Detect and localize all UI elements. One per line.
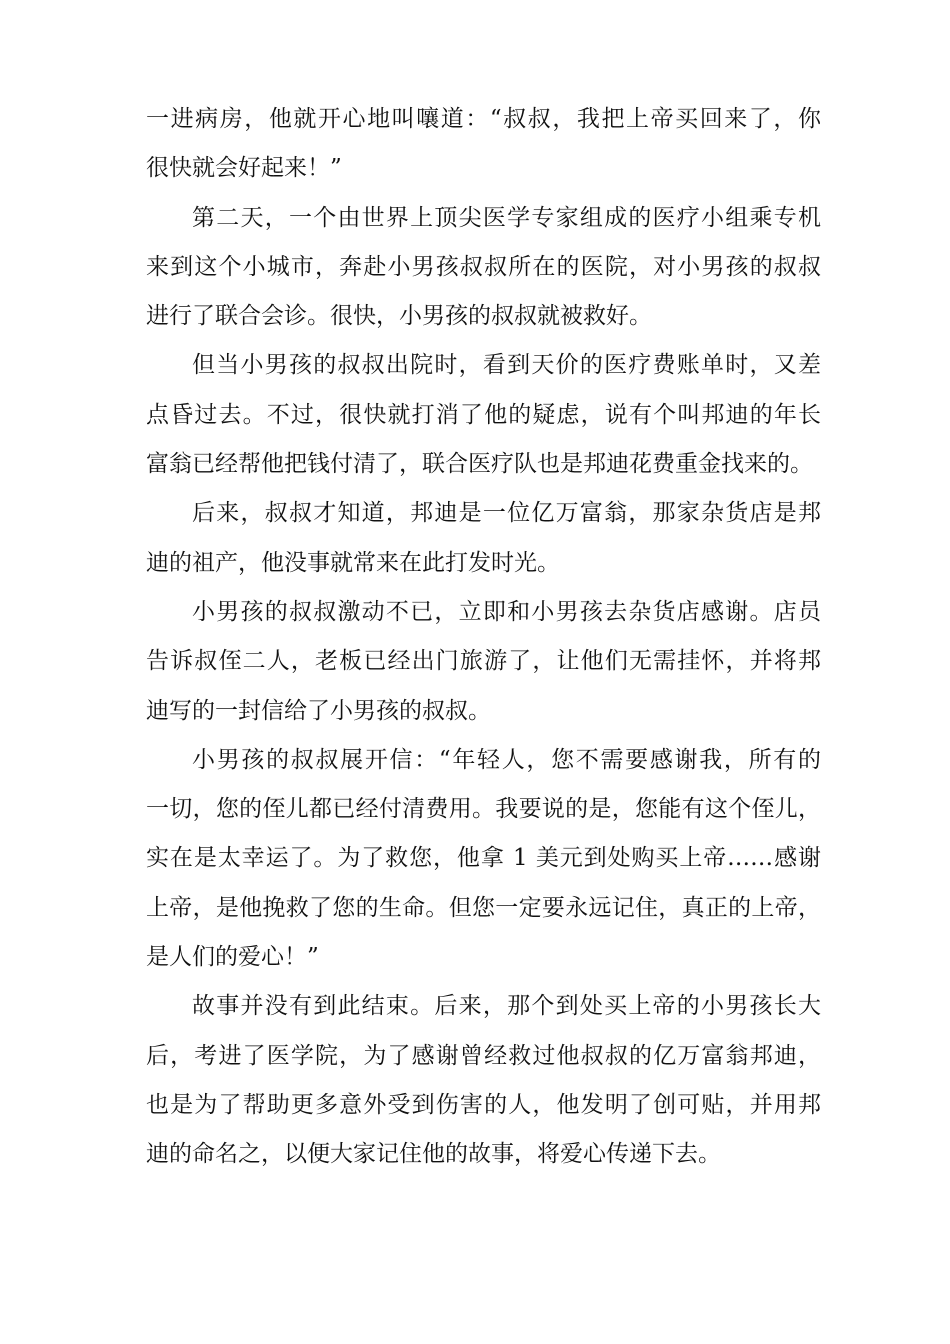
paragraph-first-line: 小男孩的叔叔激动不已，立即和小男孩去杂货店感谢。店员 — [192, 598, 821, 625]
paragraph-first-line: 故事并没有到此结束。后来，那个到处买上帝的小男孩长大 — [192, 993, 821, 1020]
paragraph-first-line: 第二天，一个由世界上顶尖医学专家组成的医疗小组乘专机 — [192, 204, 821, 231]
story-text — [146, 95, 821, 1180]
text-line: 迪的命名之，以便大家记住他的故事，将爱心传递下去。 — [146, 1141, 721, 1168]
text-line: 实在是太幸运了。为了救您，他拿 1 美元到处购买上帝……感谢 — [146, 845, 821, 872]
text-line: 上帝，是他挽救了您的生命。但您一定要永远记住，真正的上帝， — [146, 894, 821, 921]
paragraph-first-line: 后来，叔叔才知道，邦迪是一位亿万富翁，那家杂货店是邦 — [192, 500, 821, 527]
text-line: 告诉叔侄二人，老板已经出门旅游了，让他们无需挂怀，并将邦 — [146, 648, 821, 675]
text-line: 后，考进了医学院，为了感谢曾经救过他叔叔的亿万富翁邦迪， — [146, 1042, 821, 1069]
text-line: 是人们的爱心！” — [146, 944, 319, 971]
text-line: 迪写的一封信给了小男孩的叔叔。 — [146, 697, 491, 724]
text-line: 来到这个小城市，奔赴小男孩叔叔所在的医院，对小男孩的叔叔 — [146, 253, 821, 280]
text-line: 一切，您的侄儿都已经付清费用。我要说的是，您能有这个侄儿， — [146, 796, 821, 823]
text-line: 一进病房，他就开心地叫嚷道：“叔叔，我把上帝买回来了，你 — [146, 106, 821, 132]
text-line: 迪的祖产，他没事就常来在此打发时光。 — [146, 549, 560, 576]
text-line: 很快就会好起来！” — [146, 155, 342, 182]
paragraph-first-line: 但当小男孩的叔叔出院时，看到天价的医疗费账单时，又差 — [192, 352, 821, 379]
text-line: 点昏过去。不过，很快就打消了他的疑虑，说有个叫邦迪的年长 — [146, 401, 821, 428]
text-line: 富翁已经帮他把钱付清了，联合医疗队也是邦迪花费重金找来的。 — [146, 451, 813, 478]
text-line: 进行了联合会诊。很快，小男孩的叔叔就被救好。 — [146, 303, 652, 330]
paragraph-first-line: 小男孩的叔叔展开信：“年轻人，您不需要感谢我，所有的 — [192, 746, 821, 773]
text-line: 也是为了帮助更多意外受到伤害的人，他发明了创可贴，并用邦 — [146, 1091, 821, 1118]
